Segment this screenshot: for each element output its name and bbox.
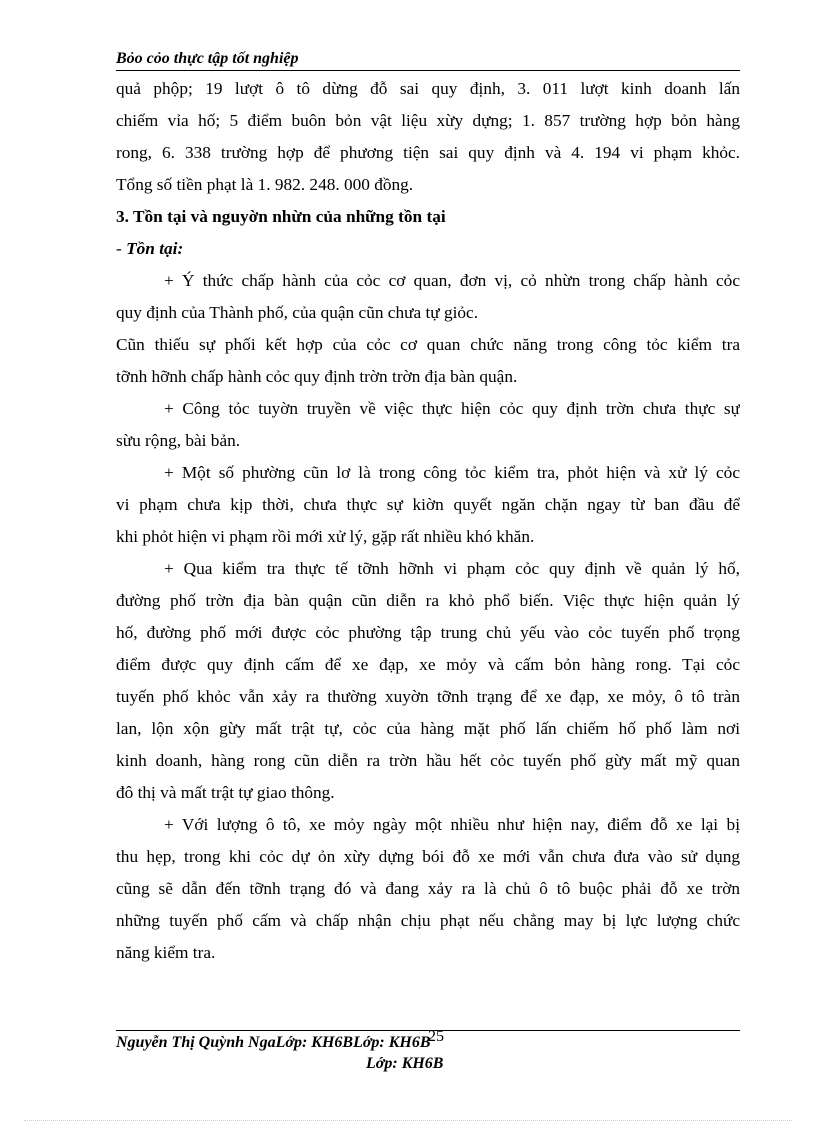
header-title: Bỏo cỏo thực tập tốt nghiệp bbox=[116, 50, 299, 67]
text-line: + Một số phường cũn lơ là trong công tỏc kiểm tra, phỏt hiện và xử lý cỏc bbox=[164, 463, 740, 482]
text-line: tỡnh hỡnh chấp hành cỏc quy định trờn trờn địa bàn quận. bbox=[116, 367, 518, 386]
text-line: quả phộp; 19 lượt ô tô dừng đỗ sai quy định, 3. 011 lượt kinh doanh lấn bbox=[116, 79, 740, 98]
text-line: đô thị và mất trật tự giao thông. bbox=[116, 783, 335, 802]
text-line: + Qua kiểm tra thực tế tỡnh hỡnh vi phạm cỏc quy định về quản lý hố, bbox=[164, 559, 740, 578]
paragraph-parking bbox=[116, 809, 740, 969]
text-line: tuyến phố khỏc vẫn xảy ra thường xuyờn tỡnh trạng để xe đạp, xe mỏy, ô tô tràn bbox=[116, 687, 740, 706]
footer-author: Nguyễn Thị Quỳnh Nga bbox=[116, 1034, 276, 1051]
text-line: thu hẹp, trong khi cỏc dự ỏn xừy dựng bói đỗ xe mới vẫn chưa đưa vào sử dụng bbox=[116, 847, 740, 866]
document-body bbox=[116, 73, 740, 969]
text-line: hố, đường phố mới được cỏc phường tập trung chủ yếu vào cỏc tuyến phố trọng bbox=[116, 623, 740, 642]
footer-author-line bbox=[116, 1034, 431, 1052]
text-line: + Với lượng ô tô, xe mỏy ngày một nhiều như hiện nay, điểm đỗ xe lại bị bbox=[164, 815, 740, 834]
page-bottom-divider bbox=[24, 1120, 792, 1121]
subsection-heading bbox=[116, 233, 740, 265]
text-line: cũng sẽ dẫn đến tỡnh trạng đó và đang xảy ra là chủ ô tô buộc phải đỗ xe trờn bbox=[116, 879, 740, 898]
text-line: lan, lộn xộn gừy mất trật tự, cỏc của hàng mặt phố lấn chiếm hố phố làm nơi bbox=[116, 719, 740, 738]
footer-class: Lớp: KH6B bbox=[353, 1034, 431, 1051]
text-line: rong, 6. 338 trường hợp để phương tiện sai quy định và 4. 194 vi phạm khỏc. bbox=[116, 143, 740, 162]
text-line: Cũn thiếu sự phối kết hợp của cỏc cơ quan chức năng trong công tỏc kiểm tra bbox=[116, 335, 740, 354]
text-line: sừu rộng, bài bản. bbox=[116, 431, 241, 450]
paragraph-penalties bbox=[116, 73, 740, 201]
paragraph-wards bbox=[116, 457, 740, 553]
text-line: chiếm vỉa hố; 5 điểm buôn bỏn vật liệu xừy dựng; 1. 857 trường hợp bỏn hàng bbox=[116, 111, 740, 130]
text-line: những tuyến phố cấm và chấp nhận chịu phạt nếu chẳng may bị lực lượng chức bbox=[116, 911, 740, 930]
paragraph-propaganda bbox=[116, 393, 740, 457]
header-divider bbox=[116, 70, 740, 71]
page-number: 25 bbox=[428, 1028, 444, 1045]
text-line: kinh doanh, hàng rong cũn diễn ra trờn hầu hết cỏc tuyến phố gừy mất mỹ quan bbox=[116, 751, 740, 770]
text-line: + Công tỏc tuyờn truyền về việc thực hiện cỏc quy định trờn chưa thực sự bbox=[164, 399, 740, 418]
subsection-prefix: - bbox=[116, 239, 127, 258]
footer-class: Lớp: KH6B bbox=[366, 1055, 444, 1072]
text-line: quy định của Thành phố, của quận cũn chưa tự giỏc. bbox=[116, 303, 479, 322]
paragraph-awareness bbox=[116, 265, 740, 329]
text-line: Tổng số tiền phạt là 1. 982. 248. 000 đồng. bbox=[116, 175, 414, 194]
paragraph-coordination bbox=[116, 329, 740, 393]
footer-class: Lớp: KH6B bbox=[275, 1034, 354, 1051]
subsection-label: Tồn tại: bbox=[126, 239, 184, 258]
text-line: năng kiểm tra. bbox=[116, 943, 216, 962]
text-line: khi phỏt hiện vi phạm rồi mới xử lý, gặp rất nhiều khó khăn. bbox=[116, 527, 535, 546]
text-line: + Ý thức chấp hành của cỏc cơ quan, đơn vị, cỏ nhừn trong chấp hành cỏc bbox=[164, 271, 740, 290]
section-heading: 3. Tồn tại và nguyờn nhừn của những tồn tại bbox=[116, 207, 446, 226]
text-line: vi phạm chưa kịp thời, chưa thực sự kiờn quyết ngăn chặn ngay từ ban đầu để bbox=[116, 495, 740, 514]
text-line: đường phố trờn địa bàn quận cũn diễn ra khỏ phổ biến. Việc thực hiện quản lý bbox=[116, 591, 740, 610]
paragraph-inspection bbox=[116, 553, 740, 809]
text-line: điểm được quy định cấm để xe đạp, xe mỏy và cấm bỏn hàng rong. Tại cỏc bbox=[116, 655, 740, 674]
